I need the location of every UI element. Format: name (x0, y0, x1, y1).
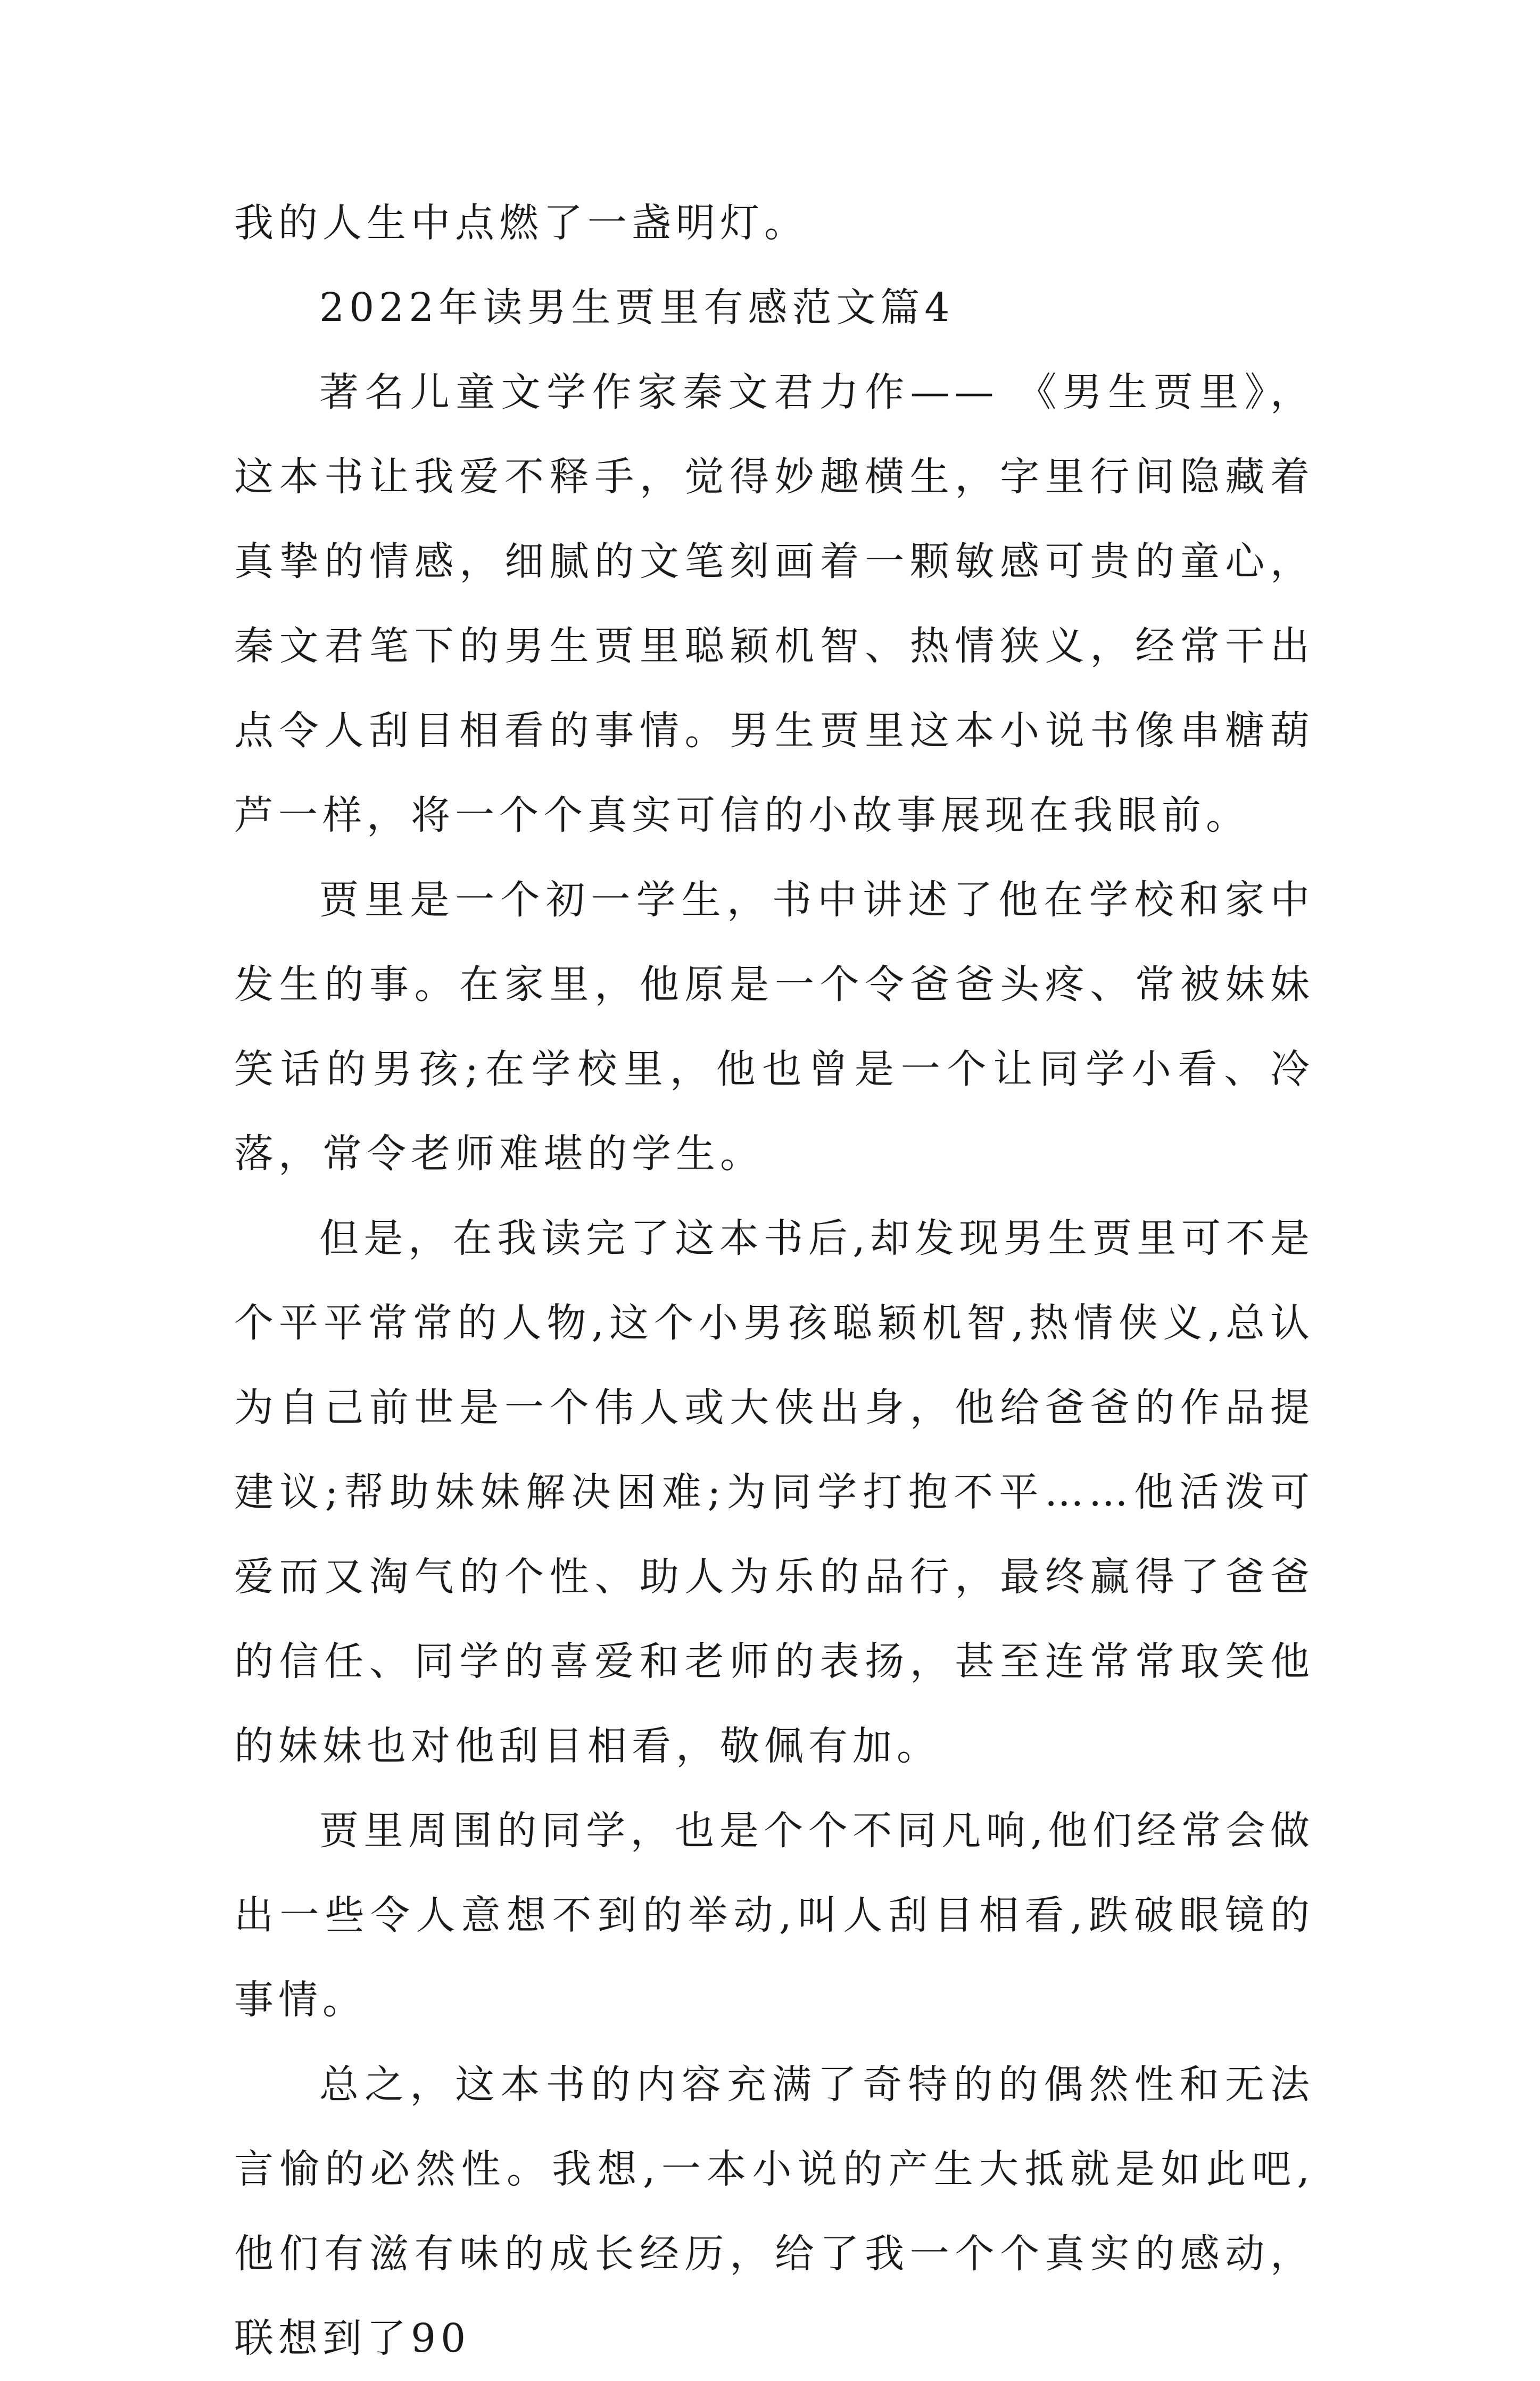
section-heading: 2022年读男生贾里有感范文篇4 (319, 285, 955, 330)
document-body (234, 181, 1314, 2381)
paragraph: 著名儿童文学作家秦文君力作—— 《男生贾里》，这本书让我爱不释手，觉得妙趣横生，字里行间隐藏着真挚的情感，细腻的文笔刻画着一颗敏感可贵的童心，秦文君笔下的男生贾里聪颖机智、热情狭义，经常干出点令人刮目相看的事情。男生贾里这本小说书像串糖葫芦一样，将一个个真实可信的小故事展现在我眼前。 (234, 369, 1314, 838)
paragraph: 但是，在我读完了这本书后,却发现男生贾里可不是个平平常常的人物,这个小男孩聪颖机智,热情侠义,总认为自己前世是一个伟人或大侠出身，他给爸爸的作品提建议;帮助妹妹解决困难;为同学打抱不平……他活泼可爱而又淘气的个性、助人为乐的品行，最终赢得了爸爸的信任、同学的喜爱和老师的表扬，甚至连常常取笑他的妹妹也对他刮目相看，敬佩有加。 (234, 1216, 1314, 1769)
paragraph: 总之，这本书的内容充满了奇特的的偶然性和无法言愉的必然性。我想,一本小说的产生大抵就是如此吧,他们有滋有味的成长经历，给了我一个个真实的感动，联想到了90 (234, 2062, 1314, 2361)
paragraph-continuation: 我的人生中点燃了一盏明灯。 (234, 200, 808, 246)
paragraph: 贾里是一个初一学生，书中讲述了他在学校和家中发生的事。在家里，他原是一个令爸爸头疼、常被妹妹笑话的男孩;在学校里，他也曾是一个让同学小看、冷落，常令老师难堪的学生。 (234, 877, 1314, 1177)
paragraph: 贾里周围的同学，也是个个不同凡响,他们经常会做出一些令人意想不到的举动,叫人刮目相看,跌破眼镜的事情。 (234, 1808, 1314, 2023)
